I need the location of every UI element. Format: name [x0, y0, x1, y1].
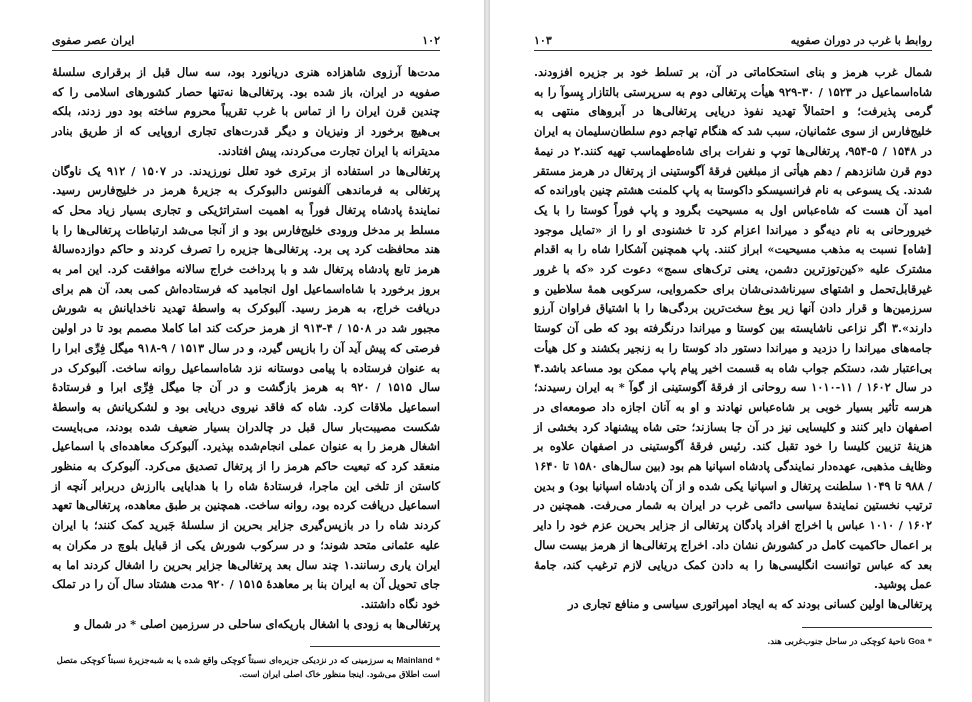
paragraph: پرتغالی‌ها به زودی با اشغال باریکه‌ای ساحلی در سرزمین اصلی * در شمال و	[74, 616, 440, 631]
paragraph: مدت‌ها آرزوی شاهزاده هنری دریانورد بود، سه سال قبل از برقراری سلسلهٔ صفویه در ایران، باز شده بود. پرتغالی‌ها نه‌تنها حصار کشورهای اسلامی را که چندین قرن ایران را از تماس با غرب تقریباً محروم ساخته بود دور زدند، بلکه بی‌هیچ برخورد از ونیزیان و دیگر قدرت‌های تجاری اروپایی که از طریق بنادر مدیترانه با ایران تجارت می‌کردند، پیش افتادند.	[52, 65, 440, 158]
paragraph: پرتغالی‌ها در استفاده از برتری خود تعلل نورزیدند. در ۱۵۰۷ / ۹۱۲ یک ناوگان پرتغالی به فرماندهی آلفونس دالبوکرک به جزیرهٔ هرمز در خلیج‌فارس رسید. نمایندهٔ پادشاه پرتغال فوراً به اهمیت استراتژیکی و تجاری بسیار زیاد محل که مسلط بر مدخل ورودی خلیج‌فارس بود و از آنجا می‌شد ارتباطات پرتغالی‌ها را با هند محافظت کرد پی برد. پرتغالی‌ها جزیره را تصرف کردند و حاکم دوازده‌سالهٔ هرمز تابع پادشاه پرتغال شد و با پرداخت خراج سالانه موافقت کرد. این امر به بروز برخورد با شاه‌اسماعیل اول انجامید که فرستاده‌اش کمی بعد، آن هم برای دریافت خراج، به هرمز رسید. آلبوکرک به واسطهٔ تهدید ناخدایانش به شورش مجبور شد در ۱۵۰۸ / ۴-۹۱۳ از هرمز حرکت کند اما کاملا مصمم بود تا در اولین فرصتی که پیش آید آن را بازپس گیرد، و در سال ۱۵۱۳ / ۹-۹۱۸ میگل فِرِّی ابرا را به عنوان فرستاده با پیامی دوستانه نزد شاه‌اسماعیل روانه ساخت. آلبوکرک در سال ۱۵۱۵ / ۹۲۰ به هرمز بازگشت و در آن جا میگل فِرِّی ابرا و فرستادهٔ اسماعیل ملاقات کرد. شاه که فاقد نیروی دریایی بود و لشکریانش به واسطهٔ شکست مصیبت‌بار سال قبل در چالدران بسیار ضعیف شده بودند، می‌بایست اشغال هرمز را به عنوان عملی انجام‌شده بپذیرد. آلبوکرک معاهده‌ای با اسماعیل منعقد کرد که تبعیت حاکم هرمز را از پرتغال تصدیق می‌کرد. آلبوکرک به منظور کاستن از تلخی این ماجرا، فرستادهٔ شاه را با هدایایی باارزش دربرابر آنچه از اسماعیل دریافت کرده بود، روانه ساخت. همچنین بر طبق معاهده، پرتغالی‌ها تعهد کردند شاه را در بازپس‌گیری جزایر بحرین از سلسلهٔ جَبرید کمک کنند؛ با ایران علیه عثمانی متحد شوند؛ و در سرکوب شورش یکی از قبایل بلوچ در مکران به ایران یاری رسانند.۱ چند سال بعد پرتغالی‌ها جزایر بحرین را اشغال کردند اما به جای تحویل آن به ایران بنا بر معاهدهٔ ۱۵۱۵ / ۹۲۰ مدت هشتاد سال آن را در تملک خود نگاه داشتند.	[52, 163, 441, 611]
footnote-text: به سرزمینی که در نزدیکی جزیره‌ای نسبتاً کوچکی واقع شده یا به شبه‌جزیرهٔ نسبتاً کوچکی متصل است اطلاق می‌شود. اینجا منظور خاک اصلی ایران است.	[56, 655, 440, 680]
body-text	[534, 63, 932, 615]
right-page	[490, 0, 972, 702]
footnote-rule	[802, 627, 932, 628]
footnote	[534, 634, 932, 648]
page-number: ۱۰۲	[422, 34, 440, 47]
footnote-term: Mainland	[396, 655, 433, 666]
footnote-marker: *	[435, 655, 440, 666]
page-number: ۱۰۳	[534, 34, 552, 47]
footnote-marker: *	[927, 635, 932, 646]
paragraph: پرتغالی‌ها اولین کسانی بودند که به ایجاد امپراتوری سیاسی و منافع تجاری در	[567, 596, 932, 611]
running-head	[52, 34, 440, 51]
footnote-term: Goa	[908, 635, 925, 646]
footnote-rule	[310, 646, 440, 647]
running-head-title: روابط با غرب در دوران صفویه	[790, 34, 932, 47]
running-head-title: ایران عصر صفوی	[52, 34, 135, 47]
footnote-text: ناحیهٔ کوچکی در ساحل جنوب‌غربی هند.	[767, 635, 906, 646]
body-text	[52, 63, 440, 634]
footnote	[52, 653, 440, 681]
left-page	[0, 0, 484, 702]
running-head	[534, 34, 932, 51]
paragraph: شمال غرب هرمز و بنای استحکاماتی در آن، بر تسلط خود بر جزیره افزودند. شاه‌اسماعیل در ۱۵۲۳ / ۳۰-۹۲۹ هیأت پرتغالی دوم به سرپرستی بالتازار پِسوآ را به گرمی پذیرفت؛ و احتمالاً تهدید نفوذ دریایی پرتغالی‌ها در آبروهای منتهی به خلیج‌فارس از سوی عثمانیان، سبب شد که هنگام تهاجم دوم سلطان‌سلیمان به ایران در ۱۵۴۸ / ۵-۹۵۴، پرتغالی‌ها توپ و نفرات برای شاه‌طهماسب تهیه کنند.۲ در نیمهٔ دوم قرن شانزدهم / دهم هیأتی از مبلغین فرقهٔ آگوستینی از پرتغال در هرمز مستقر شدند. یک یسوعی به نام فرانسیسکو داکوستا به پاپ کلمنت هشتم چنین باورانده که امید آن هست که شاه‌عباس اول به مسیحیت بگرود و پاپ فوراً کوستا را با یک خیرورحانی به نام دیه‌گو د میراندا اعزام کرد تا خشنودی او را از «تمایل موجود [شاه] نسبت به مذهب مسیحیت» ابراز کنند. پاپ همچنین آشکارا شاه را به اقدام مشترک علیه «کین‌توزترین دشمن، یعنی ترک‌های سمج» دعوت کرد «که با غرور غیرقابل‌تحمل و اشتهای سیرناشدنی‌شان برای حکمروایی، سرکوبی همهٔ سلاطین و سرزمین‌ها و قرار دادن آنها زیر یوغ سخت‌ترین بردگی‌ها را با اشتیاق فراوان آرزو دارند».۳ اگر نزاعی ناشایسته بین کوستا و میراندا درنگرفته بود که طی آن کوستا جامه‌های میراندا را دزدید و میراندا دستور داد کوستا را به زنجیر بکشند و کل هیأت بی‌اعتبار شد، دستکم جواب شاه به قسمت اخیر پیام پاپ ممکن بود مساعد باشد.۴ در سال ۱۶۰۲ / ۱۱-۱۰۱۰ سه روحانی از فرقهٔ آگوستینی از گوآ * به ایران رسیدند؛ هرسه تأثیر بسیار خوبی بر شاه‌عباس نهادند و او به آنان اجازه داد صومعه‌ای در اصفهان دایر کنند و کلیسایی نیز در آن جا بسازند؛ حتی شاه پیشنهاد کرد بخشی از هزینهٔ تزیین کلیسا را خود تقبل کند. رئیس فرقهٔ آگوستینی در اصفهان علاوه بر وظایف مذهبی، عهده‌دار نمایندگی پادشاه اسپانیا هم بود (بین سال‌های ۱۵۸۰ تا ۱۶۴۰ / ۹۸۸ تا ۱۰۴۹ سلطنت پرتغال و اسپانیا یکی شده و از آن پادشاه اسپانیا بود) و بدین ترتیب نخستین نمایندهٔ سیاسی دائمی غرب در ایران به شمار می‌رفت. همچنین در ۱۶۰۲ / ۱۰۱۰ عباس با اخراج افراد پادگان پرتغالی از جزایر بحرین عزم خود را دایر بر اعمال حاکمیت کامل در کشورش نشان داد. اخراج پرتغالی‌ها از هرمز بیست سال بعد که عباس توانست انگلیسی‌ها را به دادن کمک دریایی لازم ترغیب کند، جامهٔ عمل پوشید.	[534, 65, 933, 592]
